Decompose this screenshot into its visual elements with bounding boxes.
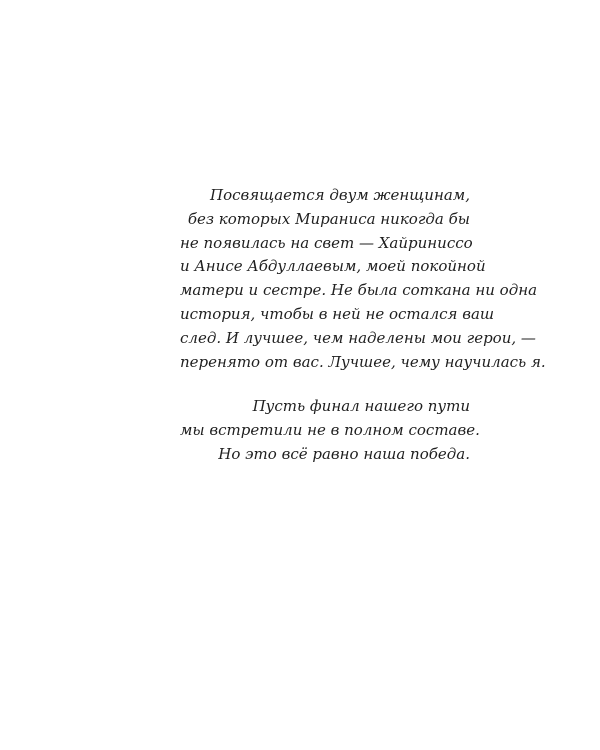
dedication-line: перенято от вас. Лучшее, чему научилась я. xyxy=(180,352,546,371)
dedication-paragraph-2 xyxy=(180,395,480,466)
dedication-line: Посвящается двум женщинам, xyxy=(210,186,470,204)
dedication-line: матери и сестре. Не была соткана ни одна xyxy=(180,281,538,300)
dedication-line: след. И лучшее, чем наделены мои герои, — xyxy=(180,328,536,347)
dedication-line: не появилась на свет — Хайриниссо xyxy=(180,233,473,252)
dedication-line: без которых Мираниса никогда бы xyxy=(187,209,470,228)
dedication-line: Пусть финал нашего пути xyxy=(252,397,470,415)
dedication-line: и Анисе Абдуллаевым, моей покойной xyxy=(180,257,486,276)
dedication-line: Но это всё равно наша победа. xyxy=(218,444,470,463)
dedication-line: история, чтобы в ней не остался ваш xyxy=(180,304,495,323)
dedication-line: мы встретили не в полном составе. xyxy=(180,420,480,439)
dedication-paragraph-1 xyxy=(180,184,546,374)
